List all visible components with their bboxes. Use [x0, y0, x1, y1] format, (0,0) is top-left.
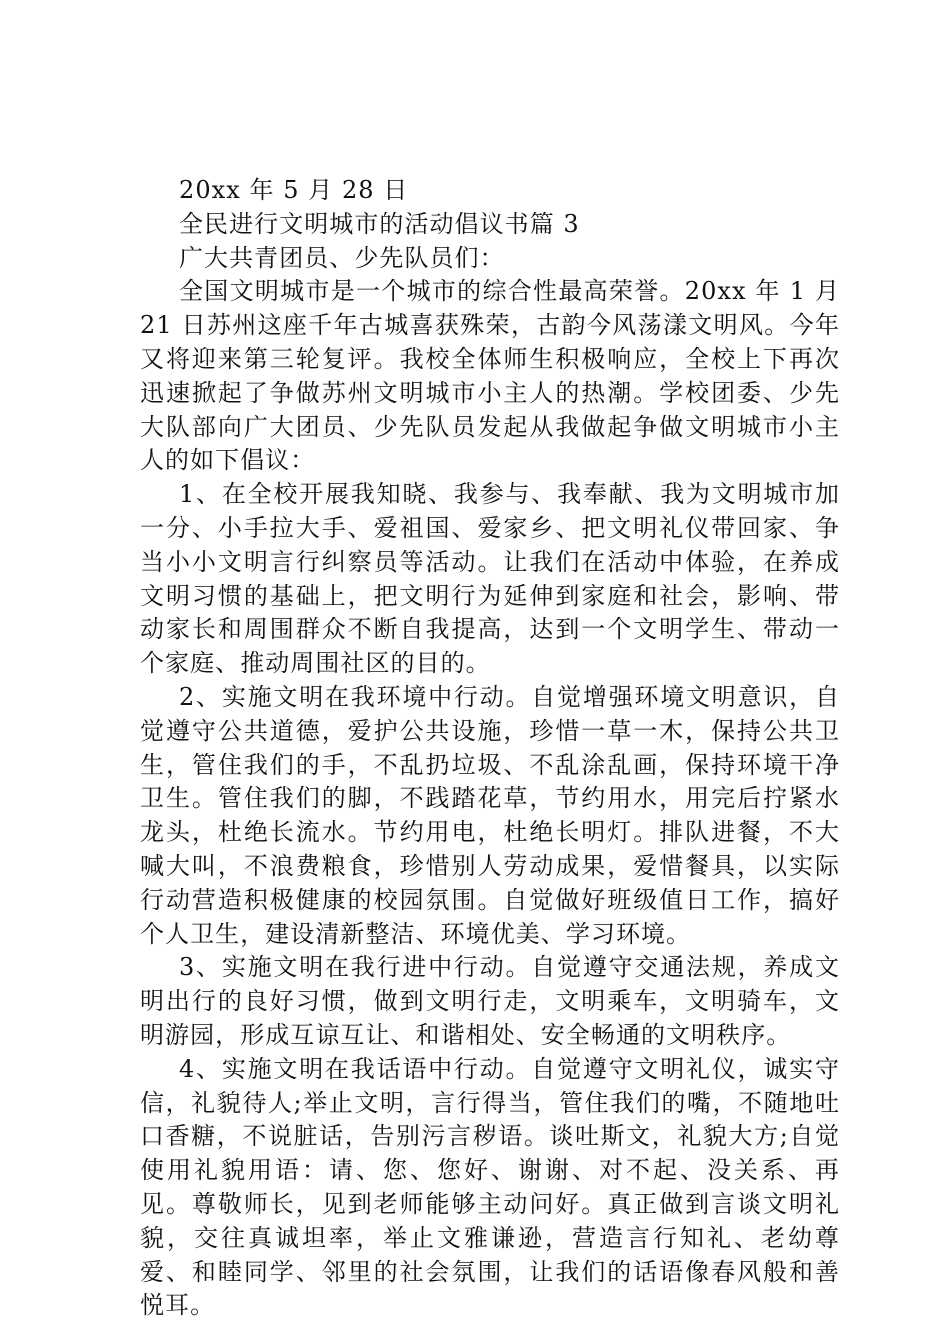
paragraph-item-3: 3、实施文明在我行进中行动。自觉遵守交通法规，养成文明出行的良好习惯，做到文明行走，文明乘车，文明骑车，文明游园，形成互谅互让、和谐相处、安全畅通的文明秩序。: [140, 953, 840, 1049]
document-date: 20xx 年 5 月 28 日: [179, 176, 409, 204]
document-title: 全民进行文明城市的活动倡议书篇 3: [179, 209, 580, 238]
document-salutation: 广大共青团员、少先队员们：: [179, 243, 505, 272]
paragraph-intro: 全国文明城市是一个城市的综合性最高荣誉。20xx 年 1 月 21 日苏州这座千年古城喜获殊荣，古韵今风荡漾文明风。今年又将迎来第三轮复评。我校全体师生积极响应，全校上下再次迅速掀起了争做苏州文明城市小主人的热潮。学校团委、少先大队部向广大团员、少先队员发起从我做起争做文明城市小主人的如下倡议：: [140, 277, 840, 475]
document-body: [140, 174, 840, 1323]
paragraph-item-4: 4、实施文明在我话语中行动。自觉遵守文明礼仪，诚实守信，礼貌待人;举止文明，言行得当，管住我们的嘴，不随地吐口香糖，不说脏话，告别污言秽语。谈吐斯文，礼貌大方;自觉使用礼貌用语：请、您、您好、谢谢、对不起、没关系、再见。尊敬师长，见到老师能够主动问好。真正做到言谈文明礼貌，交往真诚坦率，举止文雅谦逊，营造言行知礼、老幼尊爱、和睦同学、邻里的社会氛围，让我们的话语像春风般和善悦耳。: [140, 1054, 840, 1320]
paragraph-item-2: 2、实施文明在我环境中行动。自觉增强环境文明意识，自觉遵守公共道德，爱护公共设施，珍惜一草一木，保持公共卫生，管住我们的手，不乱扔垃圾、不乱涂乱画，保持环境干净卫生。管住我们的脚，不践踏花草，节约用水，用完后拧紧水龙头，杜绝长流水。节约用电，杜绝长明灯。排队进餐，不大喊大叫，不浪费粮食，珍惜别人劳动成果，爱惜餐具，以实际行动营造积极健康的校园氛围。自觉做好班级值日工作，搞好个人卫生，建设清新整洁、环境优美、学习环境。: [140, 682, 840, 948]
paragraph-item-1: 1、在全校开展我知晓、我参与、我奉献、我为文明城市加一分、小手拉大手、爱祖国、爱家乡、把文明礼仪带回家、争当小小文明言行纠察员等活动。让我们在活动中体验，在养成文明习惯的基础上，把文明行为延伸到家庭和社会，影响、带动家长和周围群众不断自我提高，达到一个文明学生、带动一个家庭、推动周围社区的目的。: [140, 480, 840, 678]
